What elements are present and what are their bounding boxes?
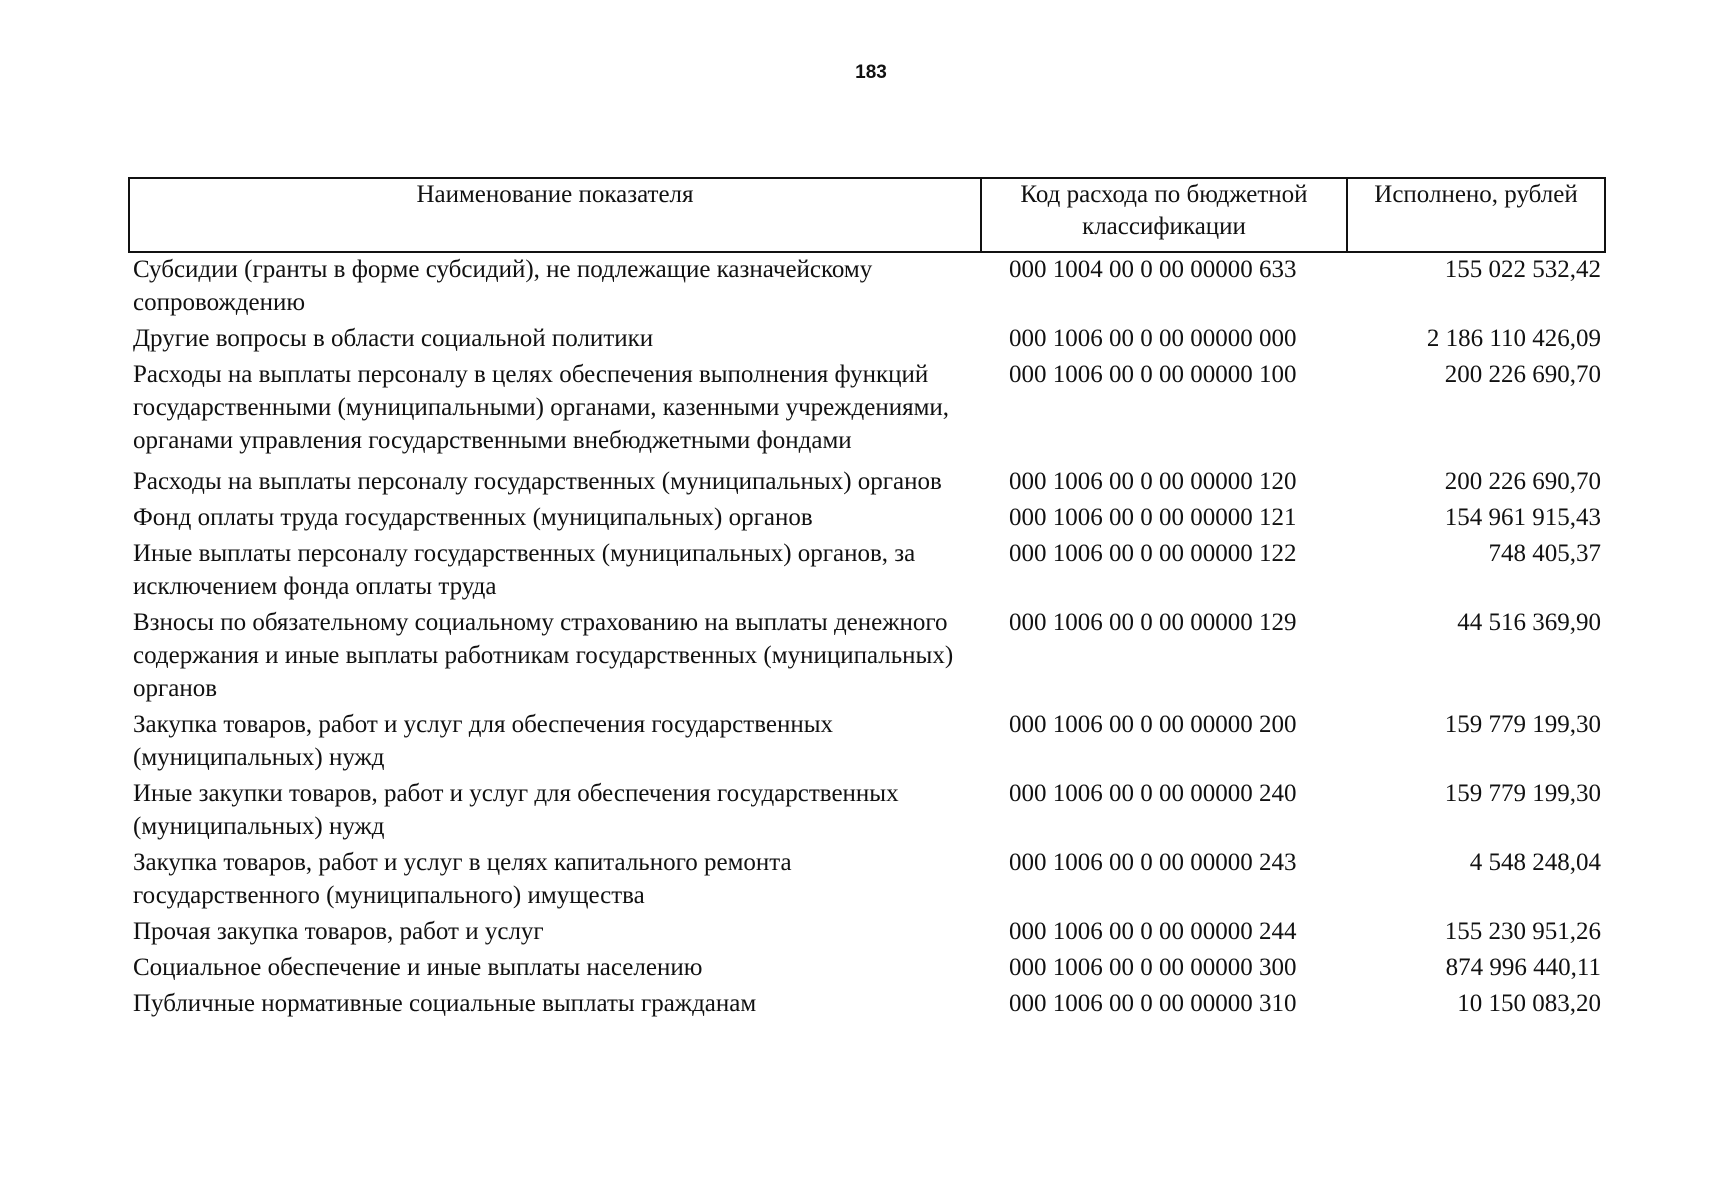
row-amount: 748 405,37 [1488, 540, 1601, 567]
row-name: Иные выплаты персоналу государственных (муниципальных) органов, за исключением фонда оплаты труда [133, 540, 916, 600]
table-row [129, 252, 1605, 322]
table-row [129, 501, 1605, 537]
table-row [129, 358, 1605, 465]
header-name: Наименование показателя [129, 178, 981, 252]
row-amount: 155 022 532,42 [1444, 256, 1601, 283]
table-row [129, 606, 1605, 708]
row-code: 000 1006 00 0 00 00000 244 [1009, 918, 1297, 945]
row-name: Социальное обеспечение и иные выплаты населению [133, 954, 703, 981]
table-row [129, 537, 1605, 606]
row-code: 000 1006 00 0 00 00000 121 [1009, 504, 1297, 531]
row-code: 000 1006 00 0 00 00000 310 [1009, 990, 1297, 1017]
page-number: 183 [855, 62, 887, 83]
row-name: Другие вопросы в области социальной политики [133, 325, 654, 352]
row-amount: 10 150 083,20 [1457, 990, 1601, 1017]
table-row [129, 987, 1605, 1023]
row-amount: 4 548 248,04 [1469, 849, 1601, 876]
header-row [129, 178, 1605, 252]
row-amount: 200 226 690,70 [1444, 468, 1601, 495]
row-code: 000 1006 00 0 00 00000 000 [1009, 325, 1297, 352]
row-code: 000 1006 00 0 00 00000 122 [1009, 540, 1297, 567]
row-amount: 2 186 110 426,09 [1426, 325, 1601, 352]
expenditure-table [128, 177, 1606, 1023]
row-name: Закупка товаров, работ и услуг для обеспечения государственных (муниципальных) нужд [133, 711, 834, 771]
row-amount: 200 226 690,70 [1444, 361, 1601, 388]
row-code: 000 1006 00 0 00 00000 240 [1009, 780, 1297, 807]
row-name: Расходы на выплаты персоналу государственных (муниципальных) органов [133, 468, 942, 495]
row-name: Фонд оплаты труда государственных (муниципальных) органов [133, 504, 813, 531]
row-name: Расходы на выплаты персоналу в целях обеспечения выполнения функций государственными (муниципальными) органами, казенными учреждениями, органами управления государственными внебюджетными фондами [133, 361, 950, 454]
row-code: 000 1006 00 0 00 00000 300 [1009, 954, 1297, 981]
row-amount: 159 779 199,30 [1444, 711, 1601, 738]
table-row [129, 322, 1605, 358]
row-code: 000 1006 00 0 00 00000 243 [1009, 849, 1297, 876]
row-code: 000 1006 00 0 00 00000 100 [1009, 361, 1297, 388]
table-row [129, 777, 1605, 846]
row-code: 000 1006 00 0 00 00000 200 [1009, 711, 1297, 738]
table-body [129, 252, 1605, 1023]
row-code: 000 1006 00 0 00 00000 120 [1009, 468, 1297, 495]
header-code: Код расхода по бюджетной классификации [981, 178, 1347, 252]
table-row [129, 846, 1605, 915]
table-row [129, 915, 1605, 951]
table-row [129, 951, 1605, 987]
row-amount: 874 996 440,11 [1445, 954, 1601, 981]
row-name: Публичные нормативные социальные выплаты гражданам [133, 990, 757, 1017]
row-amount: 155 230 951,26 [1444, 918, 1601, 945]
table-row [129, 708, 1605, 777]
row-name: Закупка товаров, работ и услуг в целях капитального ремонта государственного (муниципального) имущества [133, 849, 792, 909]
row-code: 000 1004 00 0 00 00000 633 [1009, 256, 1297, 283]
row-code: 000 1006 00 0 00 00000 129 [1009, 609, 1297, 636]
row-name: Прочая закупка товаров, работ и услуг [133, 918, 544, 945]
row-name: Взносы по обязательному социальному страхованию на выплаты денежного содержания и иные выплаты работникам государственных (муниципальных) органов [133, 609, 954, 702]
table-row [129, 465, 1605, 501]
row-amount: 159 779 199,30 [1444, 780, 1601, 807]
row-amount: 154 961 915,43 [1444, 504, 1601, 531]
row-name: Иные закупки товаров, работ и услуг для обеспечения государственных (муниципальных) нужд [133, 780, 899, 840]
header-amount: Исполнено, рублей [1347, 178, 1605, 252]
table-header [129, 178, 1605, 252]
row-name: Субсидии (гранты в форме субсидий), не подлежащие казначейскому сопровождению [133, 256, 873, 316]
row-amount: 44 516 369,90 [1457, 609, 1601, 636]
